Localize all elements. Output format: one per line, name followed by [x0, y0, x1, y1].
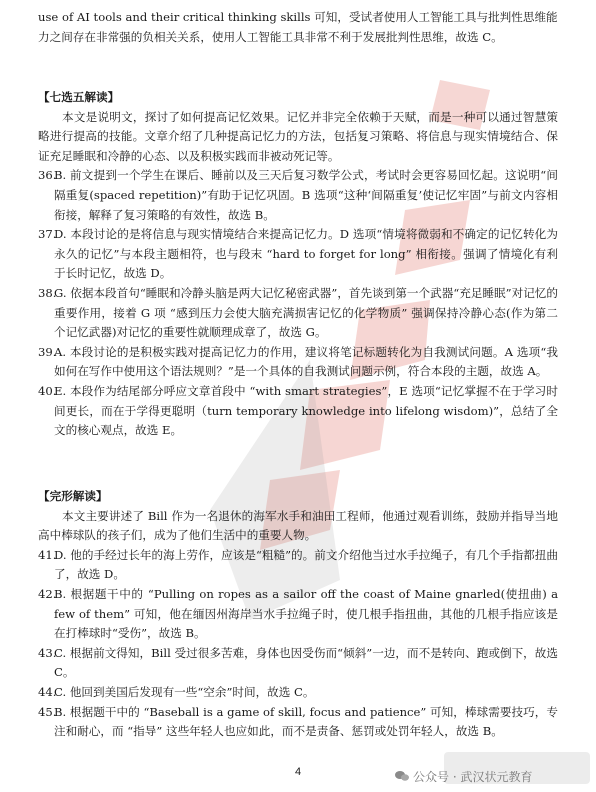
- answer-number: 43.: [38, 645, 57, 660]
- answer-item: [38, 585, 558, 644]
- answer-text: C. 根据前文得知，Bill 受过很多苦难，身体也因受伤而“倾斜”一边，而不是转向、跑或倒下，故选 C。: [54, 645, 558, 680]
- answer-list: [38, 166, 558, 440]
- answer-text: B. 前文提到一个学生在课后、睡前以及三天后复习数学公式，考试时会更容易回忆起。这说明“间隔重复(spaced repetition)”有助于记忆巩固。B 选项“这种‘间隔重复’使记忆牢固”与前文内容相衔接，解释了复习策略的有效性，故选 B。: [54, 168, 558, 222]
- section-title: 【完形解读】: [38, 489, 108, 503]
- answer-number: 44.: [38, 684, 57, 699]
- section-seven-five: [38, 88, 558, 441]
- intro-line-1: use of AI tools and their critical thinking skills 可知，受试者使用人工智能工具与批判性思维能: [38, 10, 558, 24]
- answer-number: 40.: [38, 383, 57, 398]
- answer-item: [38, 546, 558, 585]
- answer-item: [38, 703, 558, 742]
- answer-text: D. 本段讨论的是将信息与现实情境结合来提高记忆力。D 选项“情境将微弱和不确定的记忆转化为永久的记忆”与本段主题相符，也与段末 “hard to forget for long” 相衔接。强调了情境化有利于长时记忆，故选 D。: [54, 227, 558, 281]
- answer-text: D. 他的手经过长年的海上劳作，应该是“粗糙”的。前文介绍他当过水手拉绳子，有几个手指都扭曲了，故选 D。: [54, 547, 558, 582]
- wechat-icon: [395, 769, 409, 781]
- answer-text: E. 本段作为结尾部分呼应文章首段中 “with smart strategies”，E 选项“记忆掌握不在于学习时间更长，而在于学得更聪明（turn temporary knowledge into lifelong wisdom)”，总结了全文的核心观点，故选 E。: [54, 383, 558, 438]
- page-number: 4: [294, 766, 302, 778]
- answer-text: B. 根据题干中的 “Pulling on ropes as a sailor off the coast of Maine gnarled(使扭曲) a few of them” 可知，他在缅因州海岸当水手拉绳子时，使几根手指扭曲，其他的几根手指应该是在打棒球时“受伤”，故选 B。: [54, 586, 558, 641]
- answer-item: [38, 644, 558, 683]
- section-summary: 本文是说明文，探讨了如何提高记忆效果。记忆并非完全依赖于天赋，而是一种可以通过智慧策略进行提高的技能。文章介绍了几种提高记忆力的方法，包括复习策略、将信息与现实情境结合、保证充足睡眠和冷静的心态、以及积极实践而非被动死记等。: [38, 109, 558, 163]
- answer-item: [38, 166, 558, 225]
- footer-watermark-text: 公众号 · 武汉状元教育: [413, 770, 533, 784]
- answer-number: 37.: [38, 227, 57, 242]
- intro-block: [38, 8, 558, 47]
- answer-item: [38, 382, 558, 441]
- section-cloze: [38, 487, 558, 742]
- answer-number: 36.: [38, 168, 57, 183]
- answer-item: [38, 683, 558, 703]
- answer-item: [38, 284, 558, 343]
- answer-text: A. 本段讨论的是积极实践对提高记忆力的作用，建议将笔记标题转化为自我测试问题。A 选项“我如何在写作中使用这个语法规则？”是一个具体的自我测试问题示例，符合本段的主题，故选 A。: [54, 344, 558, 379]
- section-summary: 本文主要讲述了 Bill 作为一名退休的海军水手和油田工程师，他通过观看训练，鼓励并指导当地高中棒球队的孩子们，成为了他们生活中的重要人物。: [38, 508, 558, 543]
- section-title: 【七选五解读】: [38, 90, 120, 104]
- answer-text: B. 根据题干中的 “Baseball is a game of skill, focus and patience” 可知，棒球需要技巧，专注和耐心，而 “指导” 这些年轻人也应如此，而不是责备、惩罚或处罚年轻人，故选 B。: [54, 704, 558, 739]
- answer-list: [38, 546, 558, 742]
- answer-item: [38, 225, 558, 284]
- answer-number: 38.: [38, 285, 57, 300]
- answer-number: 45.: [38, 704, 57, 719]
- intro-line-2: 力之间存在非常强的负相关关系，使用人工智能工具非常不利于发展批判性思维，故选 C。: [38, 29, 503, 44]
- answer-number: 42.: [38, 586, 57, 601]
- answer-item: [38, 343, 558, 382]
- answer-number: 39.: [38, 344, 57, 359]
- answer-text: C. 他回到美国后发现有一些“空余”时间，故选 C。: [54, 684, 315, 699]
- footer-watermark: [395, 768, 595, 786]
- answer-number: 41.: [38, 547, 57, 562]
- answer-text: G. 依据本段首句“睡眠和冷静头脑是两大记忆秘密武器”，首先谈到第一个武器“充足睡眠”对记忆的重要作用，接着 G 项 “感到压力会使大脑充满损害记忆的化学物质” 强调保持冷静心态(作为第二个记忆武器)对记忆的重要性就顺理成章了，故选 G。: [54, 285, 558, 340]
